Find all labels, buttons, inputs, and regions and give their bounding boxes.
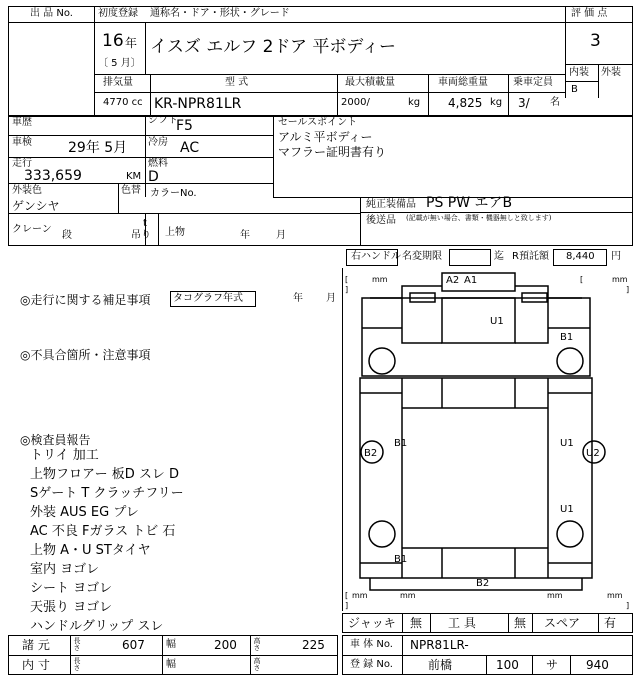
plate-area: 前橋: [428, 658, 453, 672]
shift: F5: [176, 118, 193, 134]
report-line: 上物 A・U STタイヤ: [30, 543, 151, 558]
mileage-unit: KM: [126, 171, 142, 182]
exterior-color: ゲンシヤ: [12, 199, 60, 213]
history-label: 車歴: [12, 117, 32, 128]
damage-u1-top: U1: [490, 316, 504, 327]
chassis-number: NPR81LR-: [410, 638, 469, 652]
lot-number-label: 出 品 No.: [30, 8, 73, 19]
max-load: 2000/: [341, 97, 370, 108]
width: 200: [214, 638, 237, 652]
damage-b2: B2: [364, 448, 378, 459]
mm-bracket-bl-close: ]: [345, 601, 349, 610]
plate-label: 登 録 No.: [350, 659, 393, 670]
damage-b1-right: B1: [560, 332, 574, 343]
mm-unit-bl: mm: [352, 591, 368, 600]
damage-u2: U2: [586, 448, 600, 459]
interior-label: 内装: [569, 67, 589, 78]
mm-bracket-tl: [: [345, 275, 349, 284]
capacity: 3/: [518, 96, 530, 110]
displacement-label: 排気量: [103, 77, 133, 88]
upper-year: 年: [240, 230, 250, 241]
mm-unit-br2: mm: [607, 591, 623, 600]
recycle-unit: 円: [611, 251, 621, 262]
shift-label: シフト: [148, 115, 178, 126]
fuel: D: [148, 169, 159, 185]
equipment: PS PW エアB: [426, 195, 513, 211]
damage-a2: A2: [446, 275, 460, 286]
interior-grade: B: [571, 84, 578, 95]
tacho-year: 年: [293, 293, 303, 304]
mm-unit-bl2: mm: [400, 591, 416, 600]
mm-bracket-tr-close: ]: [626, 285, 630, 294]
damage-b2-bottom: B2: [476, 578, 490, 589]
exterior-color-label: 外装色: [12, 185, 42, 196]
upper-body-label: 上物: [165, 227, 185, 238]
inspection-label: 車検: [12, 137, 32, 148]
gross-weight: 4,825: [448, 96, 483, 110]
gross-weight-label: 車両総重量: [438, 77, 488, 88]
mm-unit-tl: mm: [372, 275, 388, 284]
inspector-title: ◎検査員報告: [20, 433, 91, 447]
vehicle-name-label: 通称名・ドア・形状・グレード: [150, 8, 290, 19]
sales-point-2: マフラー証明書有り: [278, 145, 387, 159]
plate-kana: サ: [546, 658, 559, 672]
max-load-label: 最大積載量: [345, 77, 395, 88]
fuel-label: 燃料: [148, 158, 168, 169]
plate-class: 100: [496, 658, 519, 672]
report-line: シート ヨゴレ: [30, 581, 113, 596]
tools-label: 工 具: [448, 616, 476, 630]
height-label: 高さ: [253, 637, 261, 651]
outer-dimensions-label: 諸 元: [22, 638, 50, 652]
jack: 無: [410, 616, 423, 630]
grade-label: 評 価 点: [571, 8, 608, 19]
exterior-label: 外装: [601, 67, 621, 78]
mm-bracket-br-close: ]: [626, 601, 630, 610]
name-change-label: 名変期限: [402, 251, 442, 262]
width-label: 幅: [166, 639, 176, 650]
report-line: 室内 ヨゴレ: [30, 562, 100, 577]
name-change-box: [449, 249, 491, 266]
displacement: 4770 cc: [103, 97, 143, 108]
height-label-inner: 高さ: [253, 657, 261, 671]
mileage: 333,659: [24, 168, 82, 184]
sales-point-1: アルミ平ボディー: [278, 130, 373, 144]
report-line: ハンドルグリップ スレ: [30, 619, 164, 634]
length-label: 長さ: [73, 637, 81, 651]
max-load-unit: kg: [408, 97, 421, 108]
equipment-label: 純正装備品: [366, 199, 416, 210]
spare: 有: [604, 616, 617, 630]
report-line: トリイ 加工: [30, 448, 99, 463]
ac: AC: [180, 140, 200, 156]
report-line: 天張り ヨゴレ: [30, 600, 113, 615]
inner-dimensions-label: 内 寸: [22, 658, 50, 672]
deadline-suffix: 迄: [494, 251, 504, 262]
tacho-month: 月: [326, 293, 336, 304]
mm-unit-br: mm: [547, 591, 563, 600]
model-code: KR-NPR81LR: [154, 96, 242, 112]
registration-year-unit: 年: [125, 36, 138, 50]
recycle-value: 8,440: [566, 251, 595, 262]
vehicle-name: イスズ エルフ 2ドア 平ボディー: [150, 37, 396, 57]
crane-label: クレーン: [12, 224, 52, 235]
report-line: 外装 AUS EG プレ: [30, 505, 139, 520]
crane-lift: 吊り: [131, 230, 151, 241]
later-items-label: 後送品: [366, 215, 396, 226]
color-number-label: カラーNo.: [150, 188, 197, 199]
mm-unit-tr: mm: [612, 275, 628, 284]
ac-label: 冷房: [148, 137, 168, 148]
jack-label: ジャッキ: [348, 616, 396, 630]
mm-bracket-tl-close: ]: [345, 285, 349, 294]
registration-month: 〔 5 月〕: [98, 58, 141, 69]
report-line: AC 不良 Fガラス トビ 石: [30, 524, 176, 539]
length-label-inner: 長さ: [73, 657, 81, 671]
gross-weight-unit: kg: [490, 97, 503, 108]
damage-a1: A1: [464, 275, 478, 286]
model-label: 型 式: [225, 77, 249, 88]
mileage-label: 走行: [12, 158, 32, 169]
upper-month: 月: [276, 230, 286, 241]
width-label-inner: 幅: [166, 659, 176, 670]
damage-u1-right: U1: [560, 438, 574, 449]
first-registration-label: 初度登録: [98, 8, 138, 19]
supplement-label: ◎走行に関する補足事項: [20, 293, 151, 307]
spare-label: スペア: [544, 616, 581, 630]
truck-damage-diagram: [342, 268, 633, 611]
tools: 無: [514, 616, 527, 630]
chassis-label: 車 体 No.: [350, 639, 393, 650]
report-line: Sゲート T クラッチフリー: [30, 486, 184, 501]
later-items-note: (記載が無い場合、書類・機器無しと致します): [406, 214, 552, 222]
damage-b1-lower: B1: [394, 554, 408, 565]
handle-side: 右ハンドル: [351, 251, 401, 262]
recycle-label: R預託額: [512, 251, 549, 262]
mm-bracket-tr: [: [580, 275, 584, 284]
inspector-report: [30, 446, 184, 636]
damage-u1-lower: U1: [560, 504, 574, 515]
report-line: 上物フロアー 板D スレ D: [30, 467, 180, 482]
tacho-label: タコグラフ年式: [173, 293, 243, 304]
crane-steps: 段: [62, 230, 72, 241]
color-change-label: 色替: [121, 185, 141, 196]
height: 225: [302, 638, 325, 652]
evaluation-grade: 3: [590, 31, 601, 51]
damage-b1-left: B1: [394, 438, 408, 449]
capacity-unit: 名: [550, 97, 560, 108]
registration-year: 16: [102, 31, 124, 51]
plate-number: 940: [586, 658, 609, 672]
length: 607: [122, 638, 145, 652]
sales-point-title: セールスポイント: [278, 117, 358, 128]
inspection-date: 29年 5月: [68, 140, 128, 156]
mm-bracket-bl: [: [345, 591, 349, 600]
capacity-label: 乗車定員: [513, 77, 553, 88]
defects-label: ◎不具合箇所・注意事項: [20, 348, 151, 362]
crane-tonnage: t: [143, 218, 147, 229]
